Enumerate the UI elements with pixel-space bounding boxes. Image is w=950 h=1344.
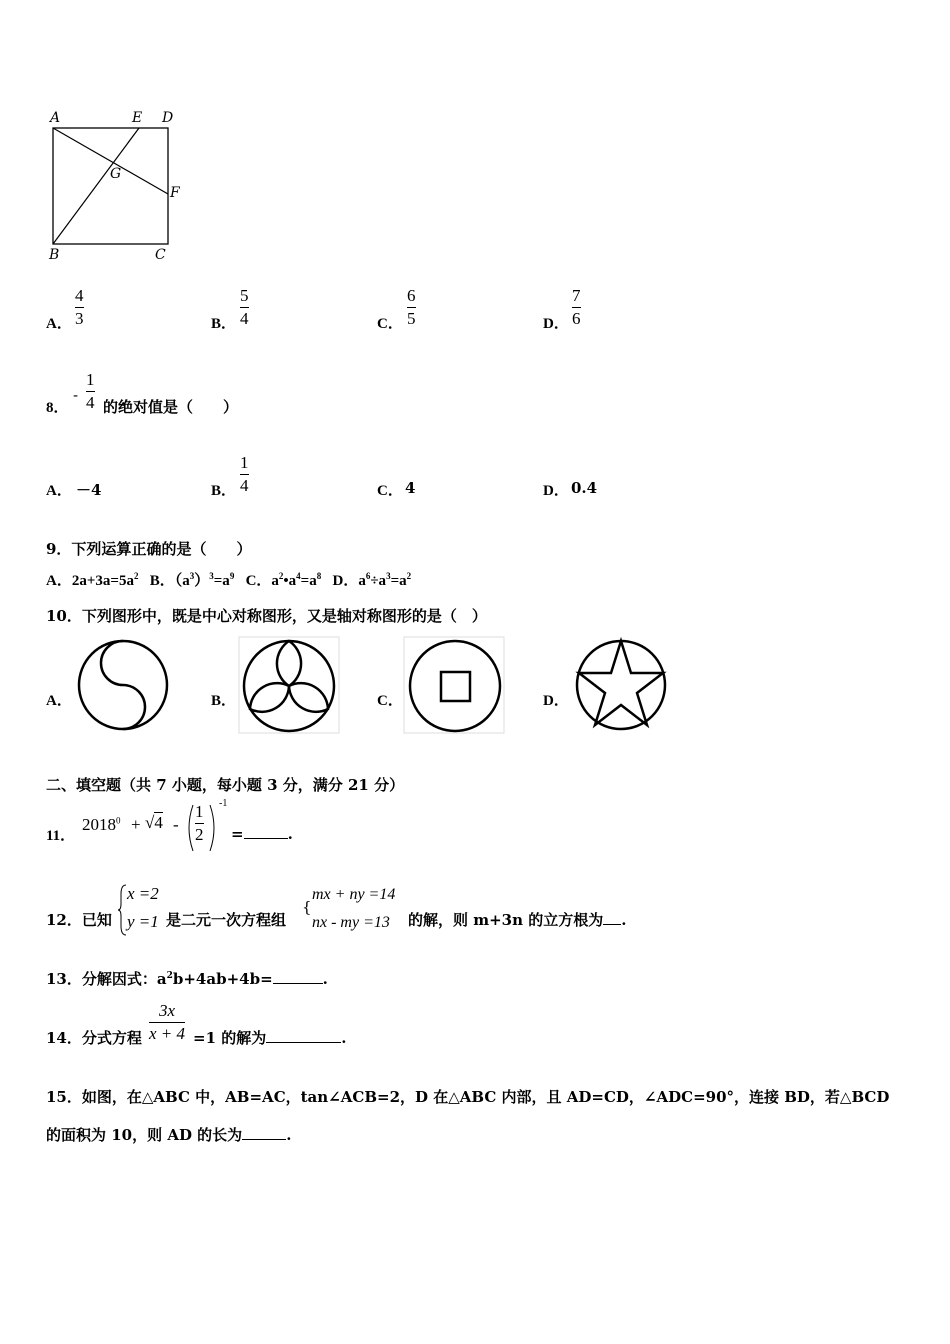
q7-option-c-label[interactable]: C． (377, 316, 403, 332)
q8-stem: 的绝对值是（ ） (103, 398, 239, 416)
label-f: F (170, 185, 180, 201)
label-b: B (49, 247, 60, 263)
q11-fraction: 1 2 (195, 802, 204, 844)
q8-minus: - (73, 386, 79, 404)
q13-text: 13．分解因式：$a^2b+4ab+4b=$ . (46, 970, 328, 988)
q8-option-c-label[interactable]: C． (377, 483, 403, 499)
q11-answer-blank[interactable] (244, 824, 288, 839)
q7-option-d-label[interactable]: D． (543, 316, 569, 332)
q14-answer-blank[interactable] (266, 1028, 341, 1043)
q15-line-2: 的面积为 10，则 AD 的长为 . (46, 1126, 292, 1144)
q7-option-d-fraction: 7 6 (572, 286, 581, 328)
label-g: G (110, 166, 122, 182)
sqrt-icon: √4 (145, 813, 163, 832)
q11-exponent: -1 (219, 798, 228, 809)
left-paren-icon (185, 803, 195, 853)
brace-icon-2: { (302, 898, 312, 916)
q8-option-a-label[interactable]: A． (46, 483, 72, 499)
section-2-heading: 二、填空题（共 7 小题，每小题 3 分，满分 21 分） (46, 776, 405, 794)
q7-option-c-fraction: 6 5 (407, 286, 416, 328)
right-paren-icon (208, 803, 218, 853)
q7-square-figure (44, 110, 184, 260)
q14-fraction: 3x x + 4 (149, 1001, 186, 1043)
segment-be (53, 128, 139, 244)
q8-option-c-value: 4 (405, 479, 416, 497)
q11-plus: + (131, 815, 141, 834)
q11-number: 11． (46, 828, 76, 844)
q11-tail: = . (231, 825, 293, 843)
q8-option-a-value: －4 (76, 481, 102, 499)
q12-sys2-eq1: mx + ny =14 (312, 886, 396, 903)
segment-af (53, 128, 168, 194)
q12-sys2-eq2: nx - my =13 (312, 914, 390, 931)
q12-answer-blank[interactable] (603, 910, 621, 925)
q9-option-c-label[interactable]: C． (245, 573, 272, 589)
q9-stem: 9．下列运算正确的是（ ） (46, 540, 252, 558)
q8-fraction: 1 4 (86, 370, 95, 412)
q8-option-d-value: 0.4 (571, 479, 598, 497)
q9-option-d-label[interactable]: D． (332, 573, 359, 589)
label-a: A (50, 110, 61, 126)
q12-tail: 的解，则 m+3n 的立方根为 . (408, 911, 627, 929)
q7-option-a-fraction: 4 3 (75, 286, 84, 328)
q7-option-b-label[interactable]: B． (211, 316, 237, 332)
q9-options: A．$2a+3a=5a^2$ B．$(a^3)^3=a^9$ C．$a^2•a^4=a^8$ D．$a^6\div a^3=a^2$ (46, 571, 412, 589)
q10-option-c-label[interactable]: C． (377, 693, 403, 709)
q8-option-b-label[interactable]: B． (211, 483, 237, 499)
q7-option-b-fraction: 5 4 (240, 286, 249, 328)
q14-prefix: 14．分式方程 (46, 1029, 142, 1047)
q12-number: 12．已知 (46, 911, 112, 929)
q9-option-b-label[interactable]: B． (149, 573, 175, 589)
square-abcd (53, 128, 168, 244)
q12-sys1-eq1: x =2 (127, 884, 159, 903)
label-c: C (155, 247, 166, 263)
q10-stem: 10．下列图形中，既是中心对称图形，又是轴对称图形的是（ ） (46, 607, 487, 625)
three-circles-icon (239, 637, 339, 733)
q10-option-b-label[interactable]: B． (211, 693, 237, 709)
q8-number: 8． (46, 400, 69, 416)
q8-option-b-fraction: 1 4 (240, 453, 249, 495)
q15-line-1: 15．如图，在△ABC 中，AB=AC，tan∠ACB=2，D 在△ABC 内部，且 AD=CD，∠ADC=90°，连接 BD，若△BCD (46, 1088, 890, 1106)
coin-square-hole-icon (404, 637, 504, 733)
label-e: E (132, 110, 143, 126)
q7-option-a-label[interactable]: A． (46, 316, 72, 332)
q11-base: 2018$^0$ (82, 815, 121, 834)
q12-sys1-eq2: y =1 (127, 912, 159, 931)
q9-option-a-label[interactable]: A． (46, 573, 72, 589)
q15-answer-blank[interactable] (242, 1125, 286, 1140)
q12-mid: 是二元一次方程组 (166, 911, 287, 929)
q14-tail: =1 的解为 . (193, 1029, 347, 1047)
q10-option-d-label[interactable]: D． (543, 693, 569, 709)
label-d: D (162, 110, 174, 126)
q13-answer-blank[interactable] (273, 969, 323, 984)
star-in-circle-icon (573, 637, 669, 733)
q8-option-d-label[interactable]: D． (543, 483, 569, 499)
yin-yang-icon (75, 637, 171, 733)
q11-minus: - (173, 815, 179, 834)
q10-option-a-label[interactable]: A． (46, 693, 72, 709)
